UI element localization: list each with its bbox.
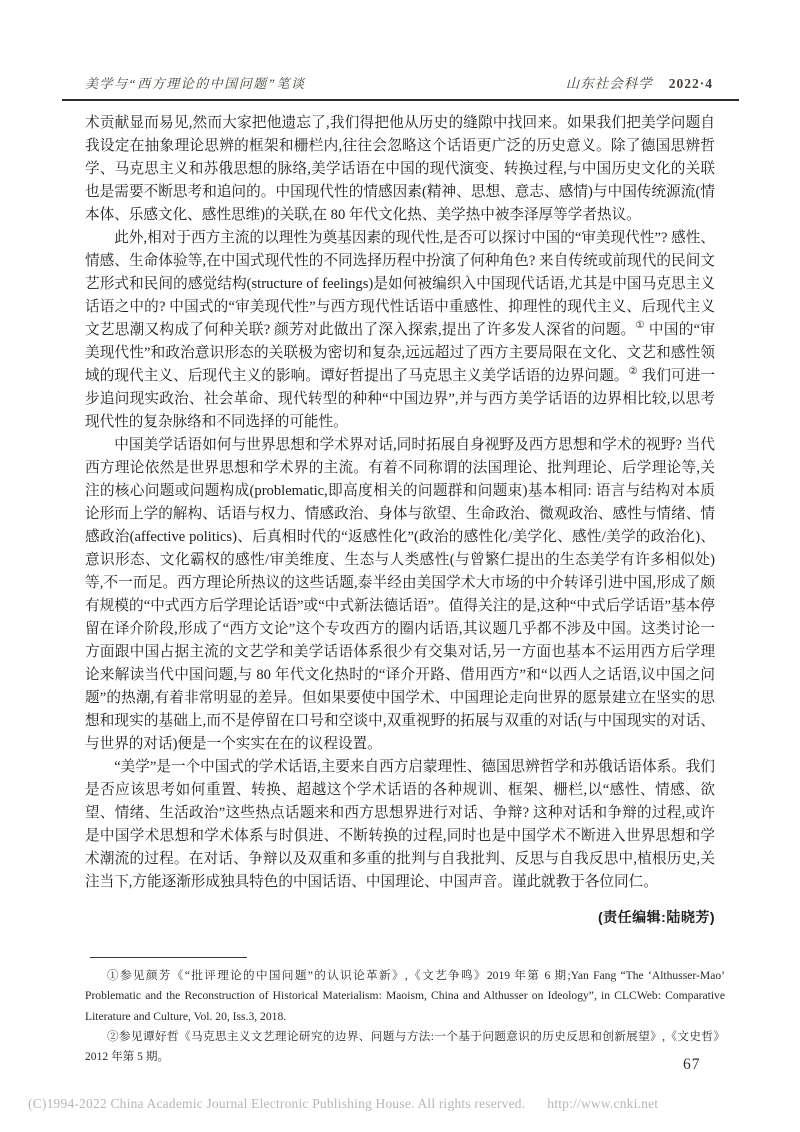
article-body xyxy=(85,112,715,894)
journal-issue-line xyxy=(566,72,713,92)
body-paragraph-4: “美学”是一个中国式的学术话语,主要来自西方启蒙理性、德国思辨哲学和苏俄话语体系。我们是否应该思考如何重置、转换、超越这个学术话语的各种规训、框架、栅栏,以“感性、情感、欲望、情绪、生活政治”这些热点话题来和西方思想界进行对话、争辩? 这种对话和争辩的过程,或许是中国学术思想和学术体系与时俱进、不断转换的过程,同时也是中国学术不断进入世界思想和学术潮流的过程。在对话、争辩以及双重和多重的批判与自我批判、反思与自我反思中,植根历史,关注当下,方能逐渐形成独具特色的中国话语、中国理论、中国声音。谨此就教于各位同仁。 xyxy=(85,759,715,890)
journal-name: 山东社会科学 xyxy=(565,76,653,91)
issue-number: 2022·4 xyxy=(668,76,713,91)
footnotes xyxy=(85,966,725,1067)
column-title: 美学与“西方理论的中国问题”笔谈 xyxy=(85,76,306,91)
body-paragraph-2: 此外,相对于西方主流的以理性为奠基因素的现代性,是否可以探讨中国的“审美现代性”? 感性、情感、生命体验等,在中国式现代性的不同选择历程中扮演了何种角色? 来自传统或前现代的民间文艺形式和民间的感觉结构(structure of feelings)是如何被编织入中国现代话语,尤其是中国马克思主义话语之中的? 中国式的“审美现代性”与西方现代性话语中重感性、抑理性的现代主义、后现代主义文艺思潮又构成了何种关联? 颜芳对此做出了深入探索,提出了许多发人深省的问题。① 中国的“审美现代性”和政治意识形态的关联极为密切和复杂,远远超过了西方主要局限在文化、文艺和感性领域的现代主义、后现代主义的影响。谭好哲提出了马克思主义美学话语的边界问题。② 我们可进一步追问现实政治、社会革命、现代转型的种种“中国边界”,并与西方美学话语的边界相比较,以思考现代性的复杂脉络和不同选择的可能性。 xyxy=(85,230,715,430)
page-number: 67 xyxy=(683,1056,701,1073)
body-paragraph-1: 术贡献显而易见,然而大家把他遗忘了,我们得把他从历史的缝隙中找回来。如果我们把美学问题自我设定在抽象理论思辨的框架和栅栏内,往往会忽略这个话语更广泛的历史意义。除了德国思辨哲学、马克思主义和苏俄思想的脉络,美学话语在中国的现代演变、转换过程,与中国历史文化的关联也是需要不断思考和追问的。中国现代性的情感因素(精神、思想、意志、感情)与中国传统源流(情本体、乐感文化、感性思维)的关联,在 80 年代文化热、美学热中被李泽厚等学者热议。 xyxy=(85,115,715,223)
footer-watermark xyxy=(28,1096,658,1112)
footnote-1: ①参见颜芳《“批评理论的中国问题”的认识论革新》,《文艺争鸣》2019 年第 6 期;Yan Fang “The ‘Althusser-Mao’ Problematic and the Reconstruction of Historical Materialism: Maoism, China and Althusser on Ideology”, in CLCWeb: Comparative Literature and Culture, Vol. 20, Iss.3, 2018. xyxy=(85,969,725,1023)
footnote-separator xyxy=(90,957,247,958)
body-paragraph-3: 中国美学话语如何与世界思想和学术界对话,同时拓展自身视野及西方思想和学术的视野? 当代西方理论依然是世界思想和学术界的主流。有着不同称谓的法国理论、批判理论、后学理论等,关注的核心问题或问题构成(problematic,即高度相关的问题群和问题束)基本相同: 语言与结构对本质论形而上学的解构、话语与权力、情感政治、身体与欲望、生命政治、微观政治、感性与情绪、情感政治(affective politics)、后真相时代的“返感性化”(政治的感性化/美学化、感性/美学的政治化)、意识形态、文化霸权的感性/审美维度、生态与人类感性(与曾繁仁提出的生态美学有许多相似处)等,不一而足。西方理论所热议的这些话题,泰半经由美国学术大市场的中介转译引进中国,形成了颇有规模的“中式西方后学理论话语”或“中式新法德话语”。值得关注的是,这种“中式后学话语”基本停留在译介阶段,形成了“西方文论”这个专攻西方的圈内话语,其议题几乎都不涉及中国。这类讨论一方面跟中国占据主流的文艺学和美学话语体系很少有交集对话,另一方面也基本不运用西方后学理论来解读当代中国问题,与 80 年代文化热时的“译介开路、借用西方”和“以西人之话语,议中国之问题”的热潮,有着非常明显的差异。但如果要使中国学术、中国理论走向世界的愿景建立在坚实的思想和现实的基础上,而不是停留在口号和空谈中,双重视野的拓展与双重的对话(与中国现实的对话、与世界的对话)便是一个实实在在的议程设置。 xyxy=(85,437,715,752)
footnote-2: ②参见谭好哲《马克思主义文艺理论研究的边界、问题与方法:一个基于问题意识的历史反思和创新展望》,《文史哲》2012 年第 5 期。 xyxy=(85,1029,725,1064)
copyright-text: (C)1994-2022 China Academic Journal Electronic Publishing House. All rights reserved. xyxy=(28,1096,526,1111)
header-rule xyxy=(62,99,739,101)
editor-note: (责任编辑:陆晓芳) xyxy=(598,909,715,925)
footer-url: http://www.cnki.net xyxy=(547,1096,659,1111)
